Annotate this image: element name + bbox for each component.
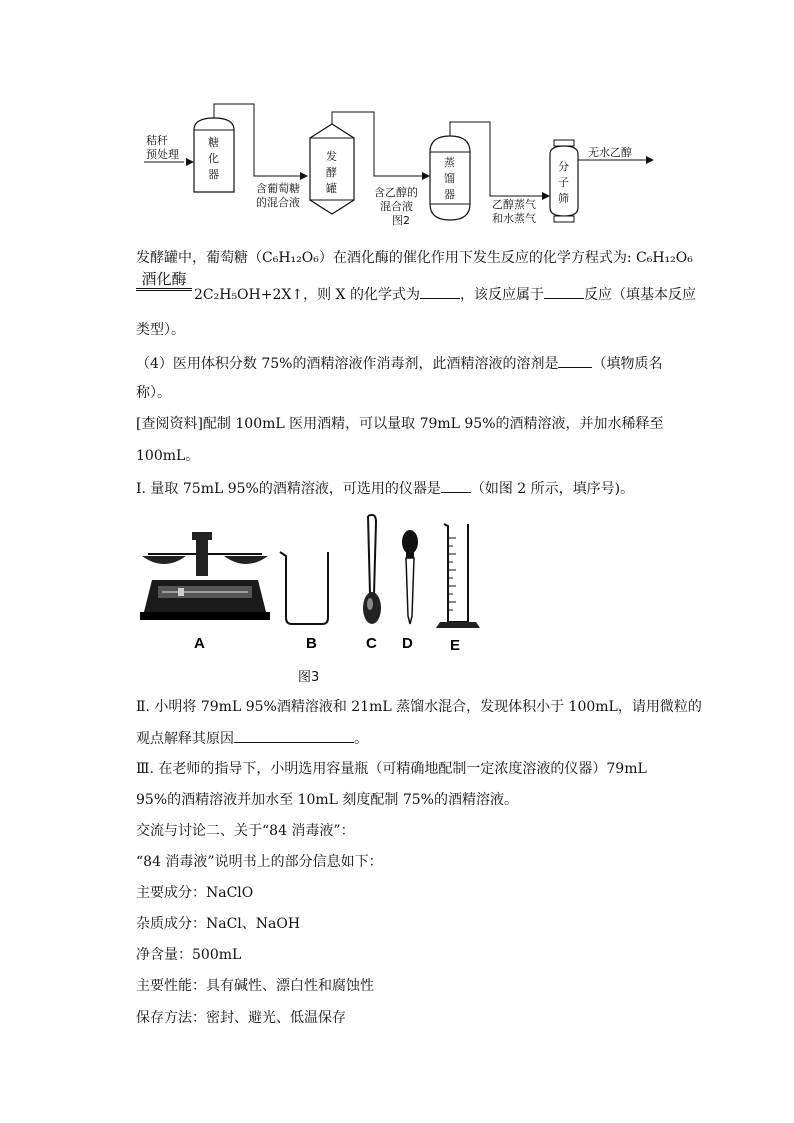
- distiller-char-2: 馏: [444, 172, 455, 185]
- equation-mid: ，该反应属于: [459, 287, 544, 303]
- reference-line-2: 100mL。: [136, 448, 200, 464]
- apparatus-figure: [138, 508, 483, 654]
- q4-text-tail: （填物质名: [592, 356, 663, 372]
- label-d: D: [402, 635, 413, 652]
- question-i-line: [136, 478, 634, 499]
- question-ii-text: 观点解释其原因: [136, 731, 234, 747]
- question-ii-line-1: Ⅱ. 小明将 79mL 95%酒精溶液和 21mL 蒸馏水混合，发现体积小于 100mL，请用微粒的: [136, 699, 702, 715]
- input-label-2: 预处理: [146, 148, 179, 161]
- sieve-char-2: 子: [558, 176, 569, 189]
- equation-tail: 反应（填基本反应: [583, 287, 696, 303]
- graduated-cylinder-icon: [436, 524, 480, 628]
- info-impurity: 杂质成分：NaCl、NaOH: [136, 916, 301, 932]
- info-storage: 保存方法：密封、避光、低温保存: [136, 1010, 346, 1026]
- input-label-1: 秸秆: [146, 134, 168, 147]
- equation-line-2: [194, 284, 696, 305]
- output-label: 无水乙醇: [588, 146, 632, 159]
- sieve-char-3: 筛: [558, 192, 569, 205]
- question-i-tail: （如图 2 所示，填序号)。: [470, 481, 635, 497]
- fermenter-char-2: 酵: [326, 166, 337, 179]
- question-i-text: Ⅰ. 量取 75mL 95%的酒精溶液，可选用的仪器是: [136, 481, 441, 497]
- balance-icon: [140, 532, 270, 620]
- q4-line-1: [136, 353, 662, 374]
- saccharifier-char-3: 器: [208, 168, 219, 181]
- equation-products: 2C₂H₅OH+2X↑，则 X 的化学式为: [194, 287, 420, 303]
- ethanol-label-2: 混合液: [380, 200, 413, 213]
- ethanol-label-1: 含乙醇的: [374, 186, 418, 199]
- figure-2-label: 图2: [392, 214, 410, 226]
- saccharifier-char-2: 化: [208, 152, 219, 165]
- vapor-label-2: 和水蒸气: [492, 212, 536, 225]
- info-net-content: 净含量：500mL: [136, 947, 242, 963]
- question-ii-tail: 。: [354, 731, 368, 747]
- answer-blank-x[interactable]: [420, 284, 460, 299]
- discussion-two-intro: “84 消毒液”说明书上的部分信息如下：: [136, 854, 383, 870]
- info-properties: 主要性能：具有碱性、漂白性和腐蚀性: [136, 978, 374, 994]
- fermenter-char-1: 发: [326, 150, 337, 163]
- catalyst-label: 酒化酶: [136, 270, 192, 291]
- answer-blank-apparatus[interactable]: [441, 478, 471, 493]
- beaker-icon: [280, 552, 328, 624]
- distiller-char-1: 蒸: [444, 156, 455, 169]
- answer-blank-reason[interactable]: [234, 728, 354, 743]
- distiller-char-3: 器: [444, 188, 455, 201]
- label-b: B: [306, 635, 317, 652]
- fermenter-char-3: 罐: [326, 182, 337, 195]
- process-flow-diagram: [130, 96, 670, 226]
- question-iii-line-2: 95%的酒精溶液并加水至 10mL 刻度配制 75%的酒精溶液。: [136, 792, 518, 808]
- figure-3-caption: 图3: [298, 670, 320, 685]
- q4-line-2: 称）。: [136, 385, 171, 401]
- sieve-char-1: 分: [558, 160, 569, 173]
- dropper-icon: [402, 530, 418, 624]
- label-e: E: [450, 637, 461, 654]
- info-main-component: 主要成分：NaClO: [136, 885, 254, 901]
- equation-line-1: 发酵罐中，葡萄糖（C₆H₁₂O₆）在酒化酶的催化作用下发生反应的化学方程式为: C₆H₁₂O₆: [136, 250, 693, 266]
- saccharifier-char-1: 糖: [208, 136, 219, 149]
- glucose-label-2: 的混合液: [256, 196, 300, 209]
- spoon-icon: [363, 515, 381, 624]
- label-a: A: [194, 635, 205, 652]
- glucose-label-1: 含葡萄糖: [256, 182, 300, 195]
- discussion-two-heading: 交流与讨论二、关于“84 消毒液”：: [136, 823, 355, 839]
- answer-blank-solvent[interactable]: [558, 353, 592, 368]
- q4-text: （4）医用体积分数 75%的酒精溶液作消毒剂，此酒精溶液的溶剂是: [136, 356, 559, 372]
- question-ii-line-2: [136, 728, 368, 749]
- reference-line-1: [查阅资料]配制 100mL 医用酒精，可以量取 79mL 95%的酒精溶液，并加水稀释至: [136, 416, 664, 432]
- answer-blank-reaction-type[interactable]: [544, 284, 584, 299]
- equation-line-3: 类型）。: [136, 322, 185, 338]
- label-c: C: [366, 635, 377, 652]
- vapor-label-1: 乙醇蒸气: [492, 198, 536, 211]
- question-iii-line-1: Ⅲ. 在老师的指导下，小明选用容量瓶（可精确地配制一定浓度溶液的仪器）79mL: [136, 761, 647, 777]
